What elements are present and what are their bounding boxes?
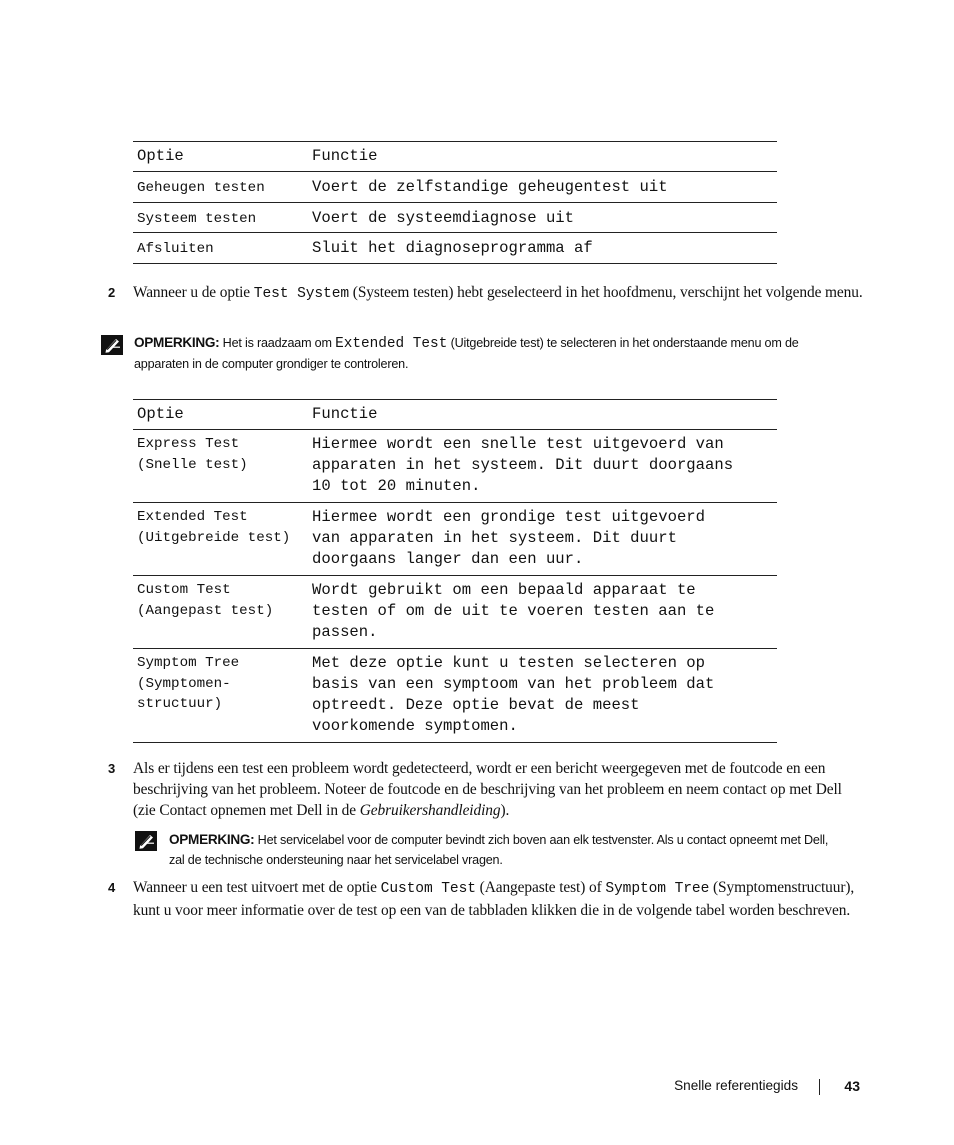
note-label: OPMERKING:	[169, 832, 255, 847]
step-number: 3	[108, 761, 116, 776]
note-text: (Uitgebreide test) te selecteren in het onderstaande menu om de apparaten in de computer grondiger te controleren.	[134, 336, 799, 371]
function-line: Hiermee wordt een grondige test uitgevoerd	[312, 508, 706, 526]
option-name: Custom Test	[137, 582, 231, 598]
note-text: Het servicelabel voor de computer bevindt zich boven aan elk testvenster. Als u contact opneemt met Dell, zal de technische ondersteuning naar het servicelabel vragen.	[169, 833, 829, 867]
function-cell: Sluit het diagnoseprogramma af	[312, 239, 593, 257]
step-text: Wanneer u een test uitvoert met de optie	[133, 879, 381, 896]
function-cell	[309, 430, 777, 503]
step-text: (Symptomenstructuur), kunt u voor meer informatie over de test op een van de tabbladen klikken die in de volgende tabel worden beschreven.	[133, 879, 855, 919]
option-code: Extended Test	[335, 336, 448, 352]
manual-title: Gebruikershandleiding	[359, 802, 501, 819]
option-cell: Geheugen testen	[137, 180, 265, 196]
options-table-main-menu	[133, 141, 777, 264]
function-line: Hiermee wordt een snelle test uitgevoerd van	[312, 435, 724, 453]
note-service-label	[169, 830, 839, 870]
option-code: Test System	[253, 286, 350, 302]
option-translation: (Uitgebreide test)	[137, 529, 291, 546]
option-cell: Afsluiten	[137, 241, 214, 257]
note-extended-test	[134, 333, 844, 374]
function-line: testen of om de uit te voeren testen aan te	[312, 602, 715, 620]
footer-divider	[819, 1079, 820, 1095]
function-line: basis van een symptoom van het probleem dat	[312, 675, 715, 693]
column-header-function: Functie	[312, 147, 378, 165]
note-label: OPMERKING:	[134, 335, 220, 350]
page-number: 43	[844, 1078, 860, 1094]
footer-title: Snelle referentiegids	[674, 1078, 798, 1093]
table-row	[133, 172, 777, 203]
step-text: Als er tijdens een test een probleem wordt gedetecteerd, wordt er een bericht weergegeven met de foutcode en een beschrijving van het probleem. Noteer de foutcode en de beschrijving van het probleem en neem contact op met Dell (zie Contact opnemen met Dell in de	[133, 760, 842, 819]
function-line: voorkomende symptomen.	[312, 717, 518, 735]
step-text: (Systeem testen) hebt geselecteerd in het hoofdmenu, verschijnt het volgende menu.	[349, 284, 863, 301]
table-row	[133, 503, 777, 576]
option-cell	[133, 649, 309, 743]
option-translation: (Symptomen-	[137, 675, 231, 692]
function-line: apparaten in het systeem. Dit duurt doorgaans	[312, 456, 734, 474]
step-2-paragraph	[133, 282, 863, 305]
options-table-system-test	[133, 399, 777, 743]
table-row	[133, 430, 777, 503]
step-text: (Aangepaste test) of	[475, 879, 606, 896]
function-line: optreedt. Deze optie bevat de meest	[312, 696, 640, 714]
option-code: Symptom Tree	[605, 881, 710, 897]
option-name: Express Test	[137, 436, 240, 452]
option-cell	[133, 430, 309, 503]
function-cell	[309, 576, 777, 649]
table-row	[133, 202, 777, 233]
function-line: doorgaans langer dan een uur.	[312, 550, 584, 568]
step-text: ).	[500, 802, 510, 819]
option-translation: (Aangepast test)	[137, 602, 274, 619]
function-line: 10 tot 20 minuten.	[312, 477, 481, 495]
note-pencil-icon	[101, 335, 123, 355]
function-line: Wordt gebruikt om een bepaald apparaat te	[312, 581, 696, 599]
step-number: 4	[108, 880, 116, 895]
function-line: van apparaten in het systeem. Dit duurt	[312, 529, 677, 547]
option-name: Extended Test	[137, 509, 248, 525]
column-header-function: Functie	[312, 405, 378, 423]
page-footer	[600, 1076, 860, 1098]
function-cell: Voert de zelfstandige geheugentest uit	[312, 178, 668, 196]
option-translation: (Snelle test)	[137, 456, 248, 473]
step-number: 2	[108, 285, 116, 300]
option-cell: Systeem testen	[137, 210, 257, 227]
table-row	[133, 576, 777, 649]
table-header-row	[133, 400, 777, 430]
step-text: Wanneer u de optie	[133, 284, 254, 301]
column-header-option: Optie	[137, 405, 184, 423]
option-cell	[133, 576, 309, 649]
option-translation: structuur)	[137, 696, 223, 712]
table-row	[133, 233, 777, 264]
step-4-paragraph	[133, 877, 863, 921]
function-cell	[309, 503, 777, 576]
note-pencil-icon	[135, 831, 157, 851]
step-3-paragraph	[133, 758, 863, 821]
option-code: Custom Test	[380, 881, 476, 897]
note-text: Het is raadzaam om	[219, 336, 336, 350]
option-name: Symptom Tree	[137, 655, 240, 671]
function-line: passen.	[312, 623, 378, 641]
function-cell	[309, 649, 777, 743]
option-cell	[133, 503, 309, 576]
table-header-row	[133, 142, 777, 172]
column-header-option: Optie	[137, 147, 184, 165]
table-row	[133, 649, 777, 743]
function-line: Met deze optie kunt u testen selecteren op	[312, 654, 706, 672]
function-cell: Voert de systeemdiagnose uit	[312, 208, 575, 227]
